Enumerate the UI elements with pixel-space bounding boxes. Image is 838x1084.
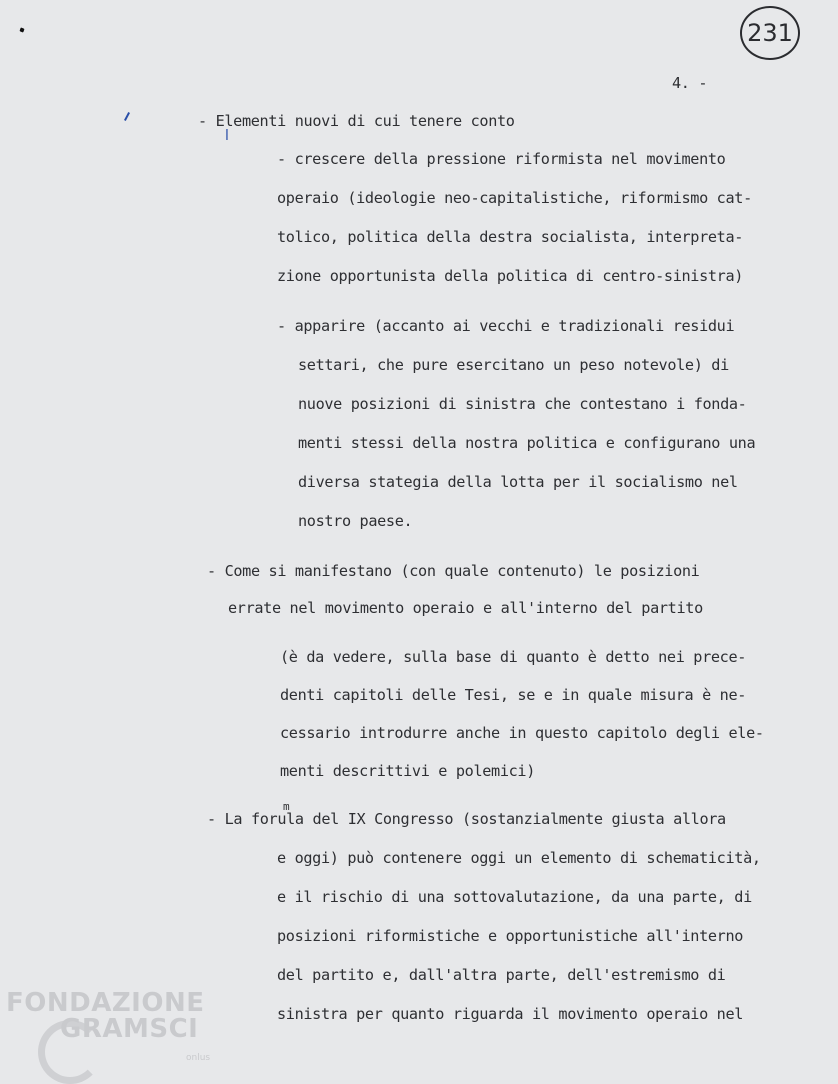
text-line: sinistra per quanto riguarda il movimento operaio nel: [277, 1005, 744, 1023]
text-line: operaio (ideologie neo-capitalistiche, riformismo cat-: [277, 189, 752, 207]
text-line: errate nel movimento operaio e all'interno del partito: [228, 599, 703, 617]
text-line: menti stessi della nostra politica e configurano una: [298, 434, 756, 452]
text-line: menti descrittivi e polemici): [280, 762, 536, 780]
text-line: zione opportunista della politica di centro-sinistra): [277, 267, 744, 285]
text-line: e oggi) può contenere oggi un elemento di schematicità,: [277, 849, 761, 867]
watermark-line1: FONDAZIONE: [6, 988, 205, 1018]
archive-stamp: 231: [740, 6, 800, 60]
text-line: nostro paese.: [298, 512, 413, 530]
watermark: [6, 988, 211, 1063]
margin-tick-mark: [124, 112, 130, 121]
watermark-suffix: onlus: [186, 1053, 211, 1063]
page-number: 4. -: [672, 74, 708, 92]
text-line: del partito e, dall'altra parte, dell'estremismo di: [277, 966, 726, 984]
text-line: tolico, politica della destra socialista, interpreta-: [277, 228, 744, 246]
text-line: diversa stategia della lotta per il socialismo nel: [298, 473, 738, 491]
text-line: - Elementi nuovi di cui tenere conto: [198, 112, 515, 130]
text-line: e il rischio di una sottovalutazione, da una parte, di: [277, 888, 752, 906]
text-line: - apparire (accanto ai vecchi e tradizionali residui: [277, 317, 735, 335]
text-line: posizioni riformistiche e opportunistiche all'interno: [277, 927, 744, 945]
watermark-line2: GRAMSCI: [60, 1014, 199, 1044]
text-line: - Come si manifestano (con quale contenuto) le posizioni: [207, 562, 700, 580]
text-line: nuove posizioni di sinistra che contestano i fonda-: [298, 395, 747, 413]
text-line: settari, che pure esercitano un peso notevole) di: [298, 356, 729, 374]
handwritten-correction: l: [225, 128, 229, 144]
text-line: denti capitoli delle Tesi, se e in quale misura è ne-: [280, 686, 747, 704]
insertion-mark: m: [283, 800, 290, 813]
text-line: (è da vedere, sulla base di quanto è detto nei prece-: [280, 648, 747, 666]
text-line: - crescere della pressione riformista nel movimento: [277, 150, 726, 168]
text-line: cessario introdurre anche in questo capitolo degli ele-: [280, 724, 764, 742]
ink-dot: [19, 27, 24, 32]
text-line: - La forula del IX Congresso (sostanzialmente giusta allora: [207, 810, 726, 828]
